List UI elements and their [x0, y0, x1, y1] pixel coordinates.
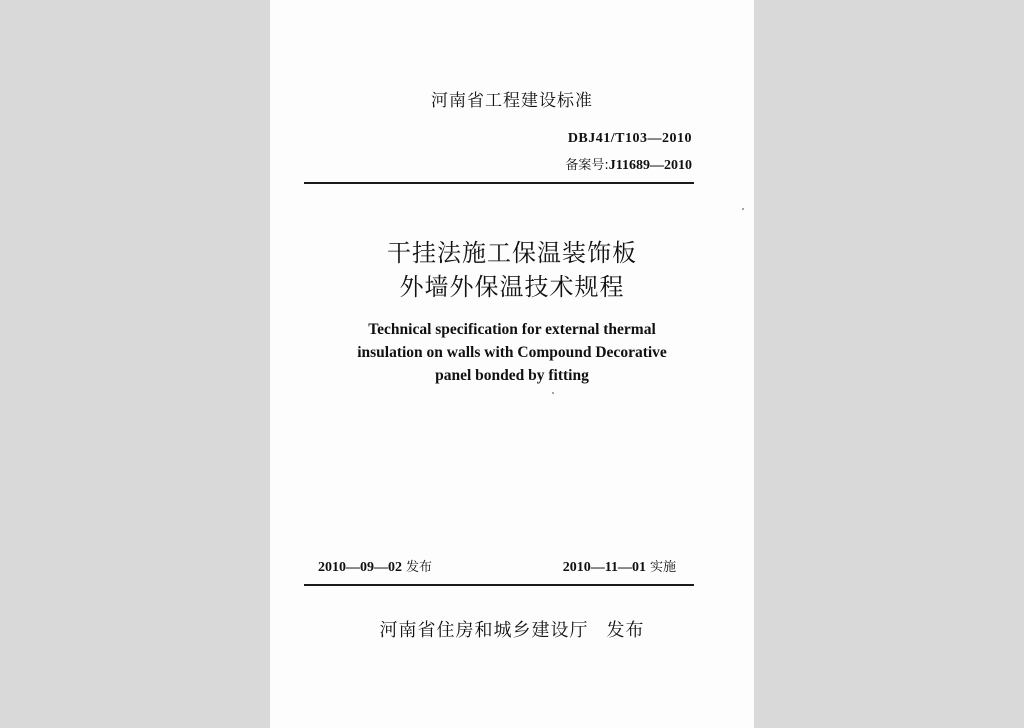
issue-date-value: 2010—09—02	[318, 560, 402, 575]
record-number	[565, 154, 692, 174]
document-page	[270, 0, 754, 728]
record-number-label: 备案号:	[565, 158, 609, 173]
publisher-name: 河南省住房和城乡建设厅	[379, 620, 589, 641]
chinese-title-line-2: 外墙外保温技术规程	[399, 273, 625, 301]
standard-code: DBJ41/T103—2010	[567, 131, 692, 146]
scan-speck	[742, 208, 744, 210]
implementation-date	[563, 556, 676, 576]
chinese-title-line-1: 干挂法施工保温装饰板	[387, 239, 637, 267]
scan-speck	[552, 392, 554, 394]
header-organization: 河南省工程建设标准	[431, 91, 593, 111]
issue-date	[318, 556, 432, 576]
english-title-line-3: panel bonded by fitting	[435, 367, 589, 384]
record-number-value: J11689—2010	[608, 158, 692, 173]
english-title-line-2: insulation on walls with Compound Decorative	[357, 344, 667, 361]
bottom-divider	[304, 584, 694, 586]
english-title-line-1: Technical specification for external thermal	[368, 321, 656, 338]
implementation-date-value: 2010—11—01	[562, 560, 646, 575]
english-title	[270, 318, 754, 387]
publisher	[270, 616, 754, 642]
issue-date-label: 发布	[406, 560, 433, 575]
implementation-date-label: 实施	[649, 560, 676, 575]
top-divider	[304, 182, 694, 184]
publisher-label: 发布	[606, 620, 645, 641]
chinese-title	[270, 236, 754, 304]
